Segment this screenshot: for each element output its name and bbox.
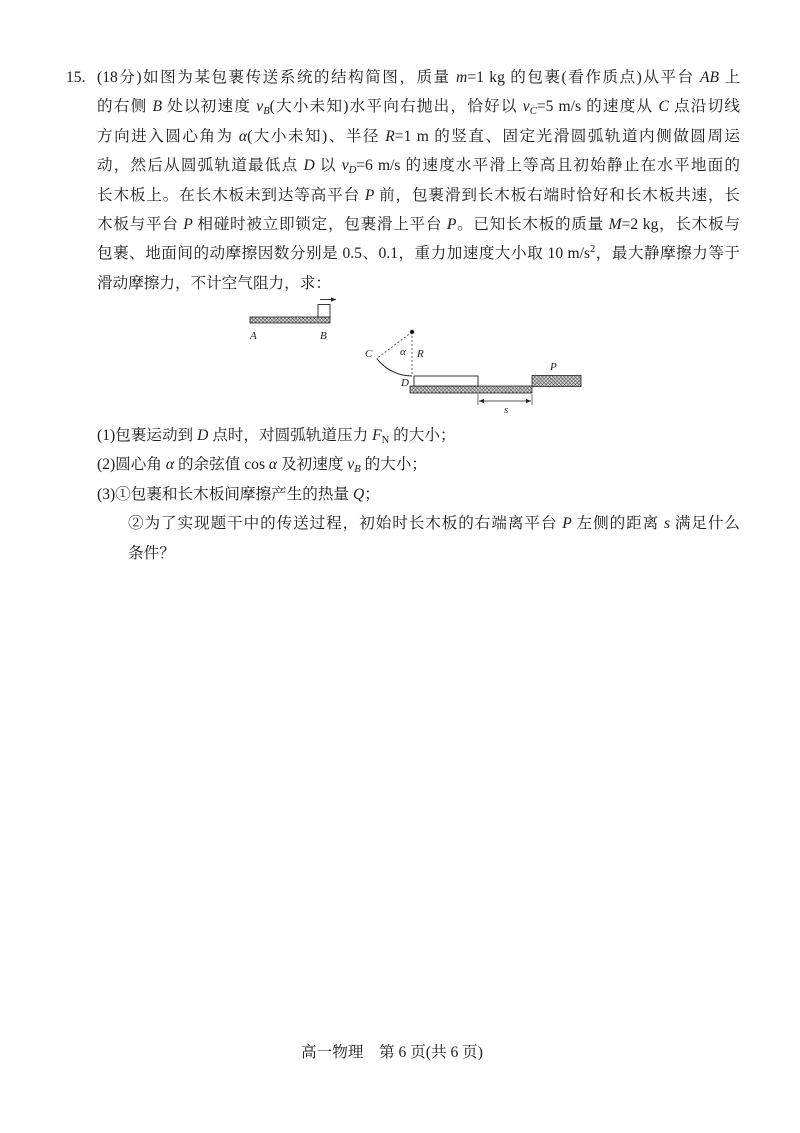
variable: v [347, 456, 355, 474]
label-a: A [250, 330, 257, 342]
text-run: 及初速度 [277, 456, 348, 474]
text-run: =2 kg，长木板与 [621, 215, 740, 233]
radius-to-c [377, 332, 412, 358]
platform-p [532, 376, 581, 387]
text-run: 点沿切线 [668, 98, 740, 116]
text-run: 条件？ [128, 544, 175, 562]
platform-ab [250, 317, 330, 323]
sub-question-2 [97, 450, 740, 479]
question-stem [97, 63, 740, 298]
variable: B [152, 98, 163, 116]
variable: v [522, 98, 530, 116]
variable: α [268, 456, 278, 474]
text-run: ，最大静摩擦力等于 [595, 245, 740, 263]
text-run: 动，然后从圆弧轨道最低点 [97, 157, 304, 175]
text-run: 木板与平台 [97, 215, 184, 233]
circular-arc-track [377, 358, 412, 376]
variable: P [183, 215, 193, 233]
text-run: ②为了实现题干中的传送过程，初始时长木板的右端离平台 [128, 515, 563, 533]
subscript: B [354, 464, 361, 476]
text-run: 满足什么 [670, 515, 740, 533]
text-run: 以 [314, 157, 342, 175]
text-run: =1 kg 的包裹(看作质点)从平台 [467, 69, 700, 86]
stem-line-4 [97, 151, 740, 180]
subscript: N [381, 435, 390, 447]
text-run: 相碰时被立即锁定，包裹滑上平台 [192, 215, 447, 233]
text-run: (1)包裹运动到 [97, 427, 198, 444]
variable: m [456, 69, 468, 86]
sub-question-1 [97, 421, 740, 450]
text-run: (3)①包裹和长木板间摩擦产生的热量 [97, 485, 353, 503]
sub-question-3-part-2 [97, 509, 740, 538]
variable: s [663, 515, 671, 533]
label-r: R [417, 348, 424, 360]
text-run: 长木板上。在长木板未到达等高平台 [97, 186, 365, 204]
question-number: 15. [66, 69, 86, 86]
sub-question-3-part-1 [97, 480, 740, 509]
page-footer: 高一物理 第 6 页(共 6 页) [301, 1044, 483, 1061]
text-run: ； [364, 485, 380, 503]
stem-line-1 [97, 63, 740, 92]
stem-line-2 [97, 92, 740, 121]
variable: α [165, 456, 175, 474]
variable: v [256, 98, 264, 116]
stem-line-5 [97, 181, 740, 210]
subscript: D [348, 165, 357, 177]
variable: Q [353, 485, 365, 503]
stem-line-7 [97, 239, 740, 268]
label-p: P [550, 361, 557, 373]
label-c: C [365, 348, 373, 360]
variable: P [446, 215, 457, 233]
text-run: 滑动摩擦力，不计空气阻力，求： [97, 274, 331, 292]
stem-line-3 [97, 122, 740, 151]
variable: F [372, 427, 382, 444]
label-alpha: α [400, 346, 406, 358]
variable: AB [699, 69, 719, 86]
text-run: (18分)如图为某包裹传送系统的结构简图，质量 [97, 69, 457, 86]
text-run: 包裹、地面间的动摩擦因数分别是 0.5、0.1，重力加速度大小取 10 m/s [97, 245, 591, 263]
label-s: s [504, 404, 509, 416]
text-run: 上 [719, 69, 740, 86]
text-run: =5 m/s 的速度从 [536, 98, 659, 116]
label-b: B [320, 330, 327, 342]
text-run: 的大小； [360, 456, 427, 474]
subscript: C [529, 106, 537, 118]
variable: α [238, 127, 248, 145]
sub-questions [97, 421, 740, 568]
text-run: 左侧的距离 [571, 515, 664, 533]
text-run: (2)圆心角 [97, 456, 166, 474]
variable: D [303, 157, 315, 175]
transport-system-diagram [240, 290, 600, 420]
variable: C [658, 98, 669, 116]
text-run: 的右侧 [97, 98, 153, 116]
text-run: (大小未知)水平向右抛出，恰好以 [269, 98, 523, 116]
text-run: 的余弦值 cos [174, 456, 269, 474]
variable: R [385, 127, 395, 145]
text-run: =6 m/s 的速度水平滑上等高且初始静止在水平地面的 [356, 157, 740, 175]
superscript: 2 [590, 244, 596, 256]
variable: D [197, 427, 209, 444]
subscript: B [263, 106, 270, 118]
variable: P [364, 186, 375, 204]
label-d: D [401, 377, 409, 389]
text-run: (大小未知)、半径 [247, 127, 386, 145]
package-box [318, 305, 330, 318]
text-run: 前，包裹滑到长木板右端时恰好和长木板共速，长 [374, 186, 740, 204]
long-board [414, 376, 478, 386]
text-run: =1 m 的竖直、固定光滑圆弧轨道内侧做圆周运 [394, 127, 740, 145]
text-run: 方向进入圆心角为 [97, 127, 239, 145]
text-run: 。已知长木板的质量 [456, 215, 609, 233]
sub-question-3-part-2-continued [97, 539, 740, 568]
text-run: 点时，对圆弧轨道压力 [208, 427, 373, 444]
text-run: 处以初速度 [162, 98, 257, 116]
ground [410, 386, 532, 393]
stem-line-6 [97, 210, 740, 239]
text-run: 的大小； [389, 427, 456, 444]
variable: P [562, 515, 572, 533]
variable: M [608, 215, 622, 233]
variable: v [341, 157, 349, 175]
